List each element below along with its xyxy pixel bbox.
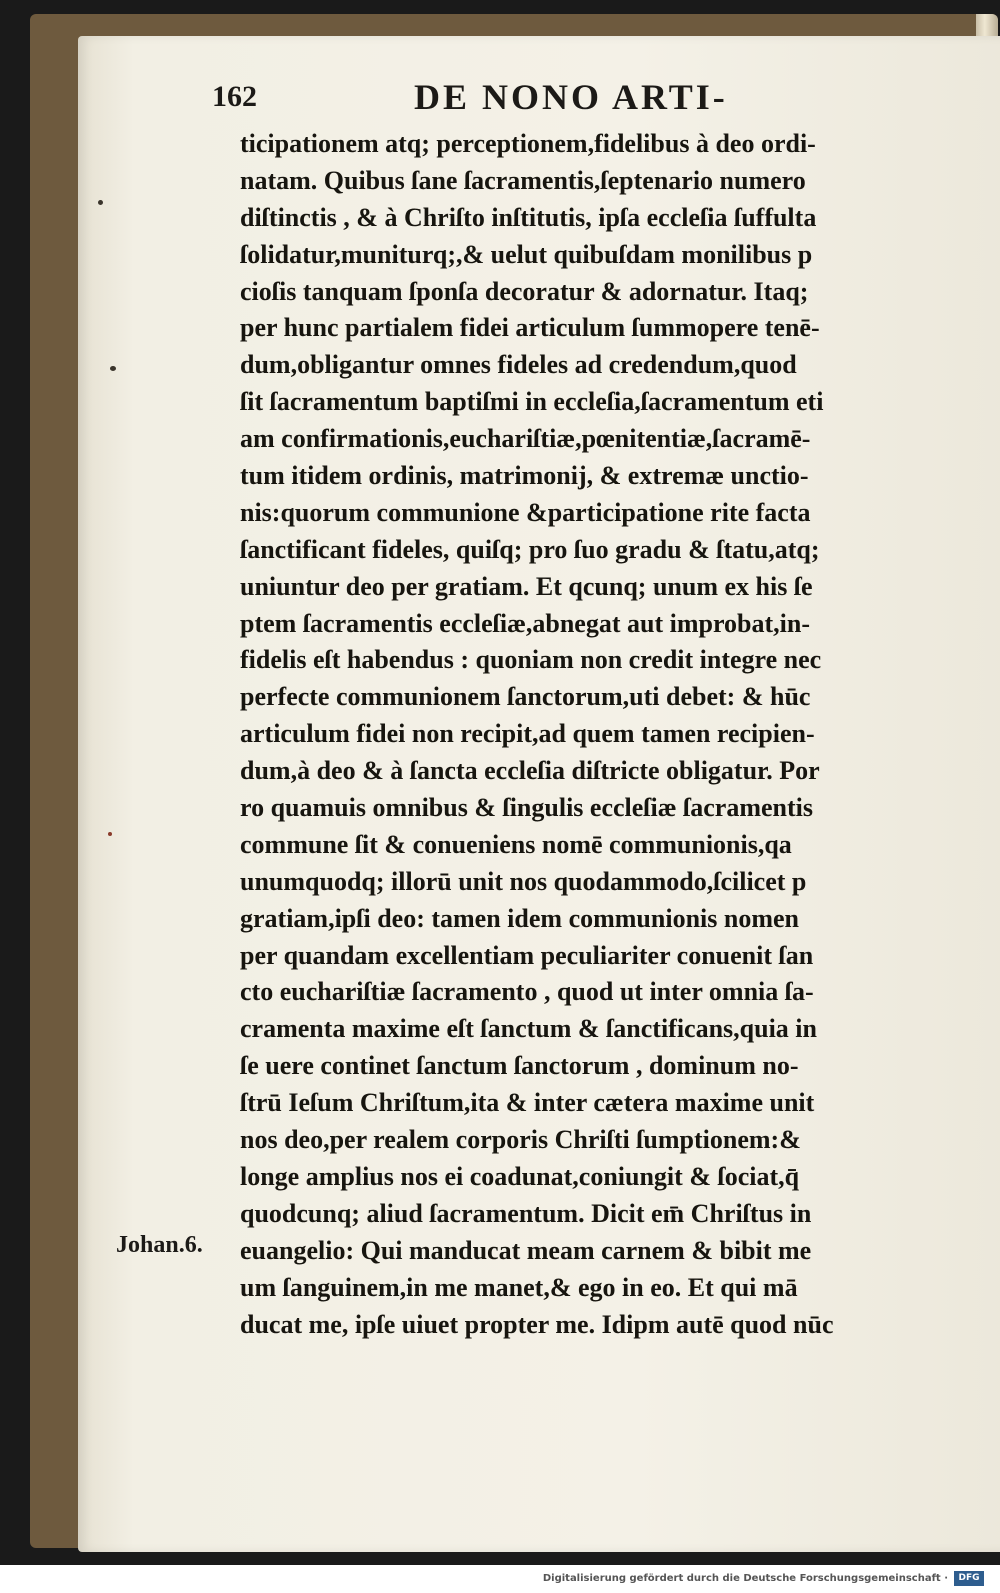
- funding-credit: Digitalisierung gefördert durch die Deutsche Forschungsgemeinschaft ·: [542, 1573, 948, 1584]
- text-line: perfecte communionem ſanctorum,uti debet: & hūc: [240, 682, 811, 712]
- ink-speck: [98, 200, 103, 205]
- ink-speck: [108, 832, 112, 836]
- text-line: unumquodq; illorū unit nos quodammodo,ſcilicet p: [240, 866, 807, 896]
- text-line: cramenta maxime eſt ſanctum & ſanctificans,quia in: [240, 1014, 817, 1044]
- text-line: euangelio: Qui manducat meam carnem & bibit me: [240, 1235, 812, 1265]
- text-line: longe amplius nos ei coadunat,coniungit & ſociat,q̄: [240, 1161, 800, 1191]
- running-title: DE NONO ARTI-: [414, 77, 728, 117]
- text-line: dum,obligantur omnes fideles ad credendum,quod: [240, 350, 797, 380]
- text-line: ro quamuis omnibus & ſingulis eccleſiæ ſacramentis: [240, 793, 813, 823]
- text-line: commune ſit & conueniens nomē communionis,qa: [240, 829, 792, 859]
- text-line: ticipationem atq; perceptionem,fidelibus à deo ordi-: [240, 129, 816, 158]
- text-line: per quandam excellentiam peculiariter conuenit ſan: [240, 940, 814, 970]
- text-line: cto euchariſtiæ ſacramento , quod ut inter omnia ſa-: [240, 977, 814, 1007]
- text-line: quodcunq; aliud ſacramentum. Dicit em̄ Chriſtus in: [240, 1198, 812, 1228]
- text-line: diſtinctis , & à Chriſto inſtitutis, ipſa eccleſia ſuffulta: [240, 202, 817, 232]
- page-number: 162: [212, 80, 257, 113]
- text-line: ſit ſacramentum baptiſmi in eccleſia,ſacramentum eti: [240, 387, 824, 417]
- text-line: uniuntur deo per gratiam. Et qcunq; unum ex his ſe: [240, 571, 813, 601]
- digitization-footer: [0, 1566, 1000, 1593]
- dfg-logo: DFG: [954, 1571, 984, 1586]
- text-line: nis:quorum communione &participatione rite facta: [240, 497, 811, 527]
- page-header: [212, 76, 792, 120]
- text-line: gratiam,ipſi deo: tamen idem communionis nomen: [240, 903, 799, 933]
- text-line: ducat me, ipſe uiuet propter me. Idipm autē quod nūc: [240, 1309, 834, 1339]
- text-line: ſtrū Ieſum Chriſtum,ita & inter cætera maxime unit: [240, 1088, 815, 1118]
- text-line: um ſanguinem,in me manet,& ego in eo. Et qui mā: [240, 1272, 798, 1302]
- text-line: per hunc partialem fidei articulum ſummopere tenē-: [240, 313, 820, 343]
- text-line: dum,à deo & à ſancta eccleſia diſtricte obligatur. Por: [240, 756, 820, 786]
- text-line: ſolidatur,muniturq;,& uelut quibuſdam monilibus p: [240, 239, 813, 269]
- body-text: [240, 126, 960, 1343]
- text-line: fidelis eſt habendus : quoniam non credit integre nec: [240, 645, 822, 675]
- text-line: natam. Quibus ſane ſacramentis,ſeptenario numero: [240, 165, 806, 195]
- text-line: tum itidem ordinis, matrimonij, & extremæ unctio-: [240, 461, 809, 491]
- text-line: nos deo,per realem corporis Chriſti ſumptionem:&: [240, 1125, 801, 1155]
- text-line: ptem ſacramentis eccleſiæ,abnegat aut improbat,in-: [240, 608, 810, 638]
- marginal-reference: Johan.6.: [116, 1232, 203, 1258]
- text-line: ſe uere continet ſanctum ſanctorum , dominum no-: [240, 1051, 799, 1081]
- text-line: articulum fidei non recipit,ad quem tamen recipien-: [240, 719, 815, 749]
- ink-speck: [110, 366, 116, 371]
- text-line: ſanctificant fideles, quiſq; pro ſuo gradu & ſtatu,atq;: [240, 534, 820, 564]
- text-line: am confirmationis,euchariſtiæ,pœnitentiæ,ſacramē-: [240, 424, 811, 454]
- text-line: cioſis tanquam ſponſa decoratur & adornatur. Itaq;: [240, 276, 809, 306]
